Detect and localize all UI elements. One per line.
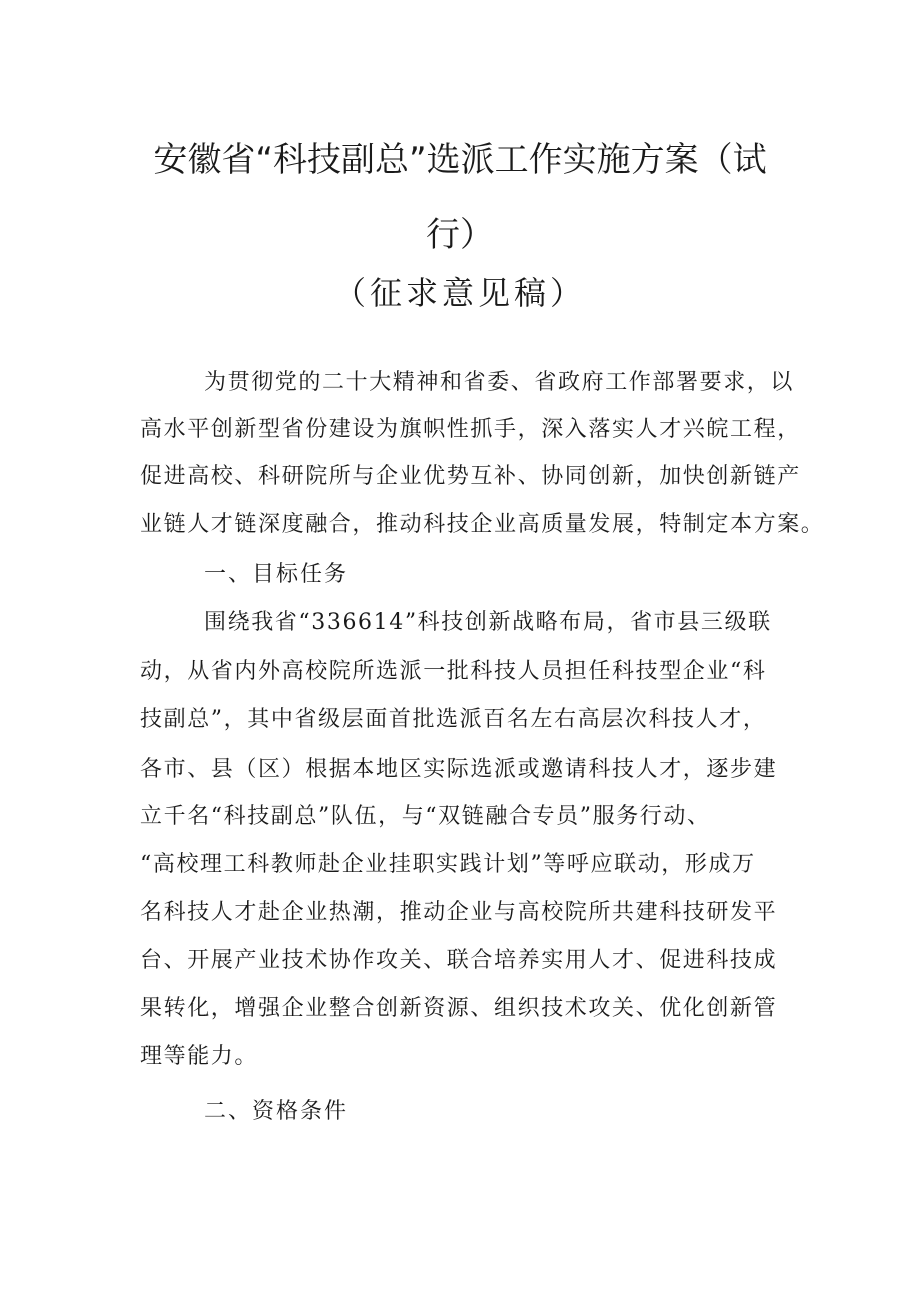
intro-line-3: 促进高校、科研院所与企业优势互补、协同创新，加快创新链产 <box>140 464 801 489</box>
section1-line-2: 动，从省内外高校院所选派一批科技人员担任科技型企业“科 <box>140 659 767 684</box>
intro-line-2: 高水平创新型省份建设为旗帜性抓手，深入落实人才兴皖工程， <box>140 417 801 442</box>
section1-line-5: 立千名“科技副总”队伍，与“双链融合专员”服务行动、 <box>140 804 711 829</box>
document-title-line-1: 安徽省“科技副总”选派工作实施方案（试 <box>153 140 767 180</box>
section1-line-10: 理等能力。 <box>140 1044 259 1069</box>
intro-line-1: 为贯彻党的二十大精神和省委、省政府工作部署要求，以 <box>204 370 795 395</box>
section1-line-3: 技副总”，其中省级层面首批选派百名左右高层次科技人才， <box>140 707 767 732</box>
section1-line-4: 各市、县（区）根据本地区实际选派或邀请科技人才，逐步建 <box>140 757 778 782</box>
document-subtitle: （征求意见稿） <box>333 274 586 312</box>
intro-line-4: 业链人才链深度融合，推动科技企业高质量发展，特制定本方案。 <box>140 512 825 537</box>
section-heading-qualifications: 二、资格条件 <box>204 1099 349 1124</box>
section1-line-6: “高校理工科教师赴企业挂职实践计划”等呼应联动，形成万 <box>140 852 756 877</box>
section1-line-7: 名科技人才赴企业热潮，推动企业与高校院所共建科技研发平 <box>140 900 778 925</box>
section1-line-1: 围绕我省“336614”科技创新战略布局，省市县三级联 <box>204 610 772 635</box>
document-title-line-2: 行） <box>426 215 494 255</box>
section-heading-goals: 一、目标任务 <box>204 562 349 587</box>
section1-line-9: 果转化，增强企业整合创新资源、组织技术攻关、优化创新管 <box>140 996 778 1021</box>
section1-line-8: 台、开展产业技术协作攻关、联合培养实用人才、促进科技成 <box>140 948 778 973</box>
